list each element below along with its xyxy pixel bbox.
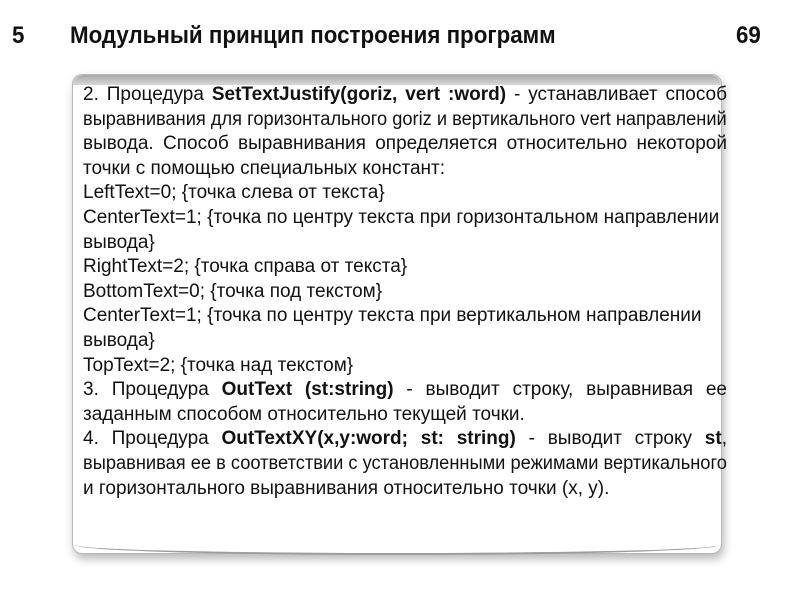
text-line-2: выравнивания для горизонтального goriz и вертикального vert направлений (83, 108, 727, 130)
page-number: 69 (736, 22, 761, 49)
text-line-7: вывода} (83, 231, 155, 253)
parameter-st: st (704, 428, 722, 450)
text-line-10: CenterText=1; {точка по центру текста при вертикальном направлении (83, 305, 702, 327)
text-line-16: выравнивая ее в соответствии с установленными режимами вертикального (83, 452, 727, 474)
text-line-8: RightText=2; {точка справа от текста} (83, 256, 408, 278)
procedure-name-outtext: OutText (st:string) (221, 379, 394, 401)
text-line-15: 4. Процедура OutTextXY(x,y:word; st: string) - выводит строку st, (83, 428, 727, 450)
text-line-14: заданным способом относительно текущей точки. (83, 403, 525, 425)
text-line-11: вывода} (83, 329, 155, 351)
chapter-number: 5 (12, 22, 25, 49)
page-title: Модульный принцип построения программ (70, 22, 556, 49)
text-line-13: 3. Процедура OutText (st:string) - выводит строку, выравнивая ее (83, 379, 727, 401)
text-line-6: CenterText=1; {точка по центру текста при горизонтальном направлении (83, 206, 720, 228)
text-line-1: 2. Процедура SetTextJustify(goriz, vert :word) - устанавливает способ (83, 84, 727, 105)
slide-header (0, 0, 800, 70)
procedure-name-settextjustify: SetTextJustify(goriz, vert :word) (211, 84, 507, 105)
content-card (72, 74, 727, 554)
text-line-17: и горизонтального выравнивания относительно точки (x, y). (83, 477, 610, 499)
text-line-12: TopText=2; {точка над текстом} (83, 354, 354, 376)
text-line-4: точки с помощью специальных констант: (83, 157, 446, 179)
text-line-3: вывода. Способ выравнивания определяется относительно некоторой (83, 133, 727, 155)
procedure-name-outtextxy: OutTextXY(x,y:word; st: string) (221, 428, 516, 450)
text-line-9: BottomText=0; {точка под текстом} (83, 280, 383, 302)
text-line-5: LeftText=0; {точка слева от текста} (83, 182, 385, 204)
card-bottom-curl (75, 545, 719, 555)
card-text (83, 83, 727, 501)
